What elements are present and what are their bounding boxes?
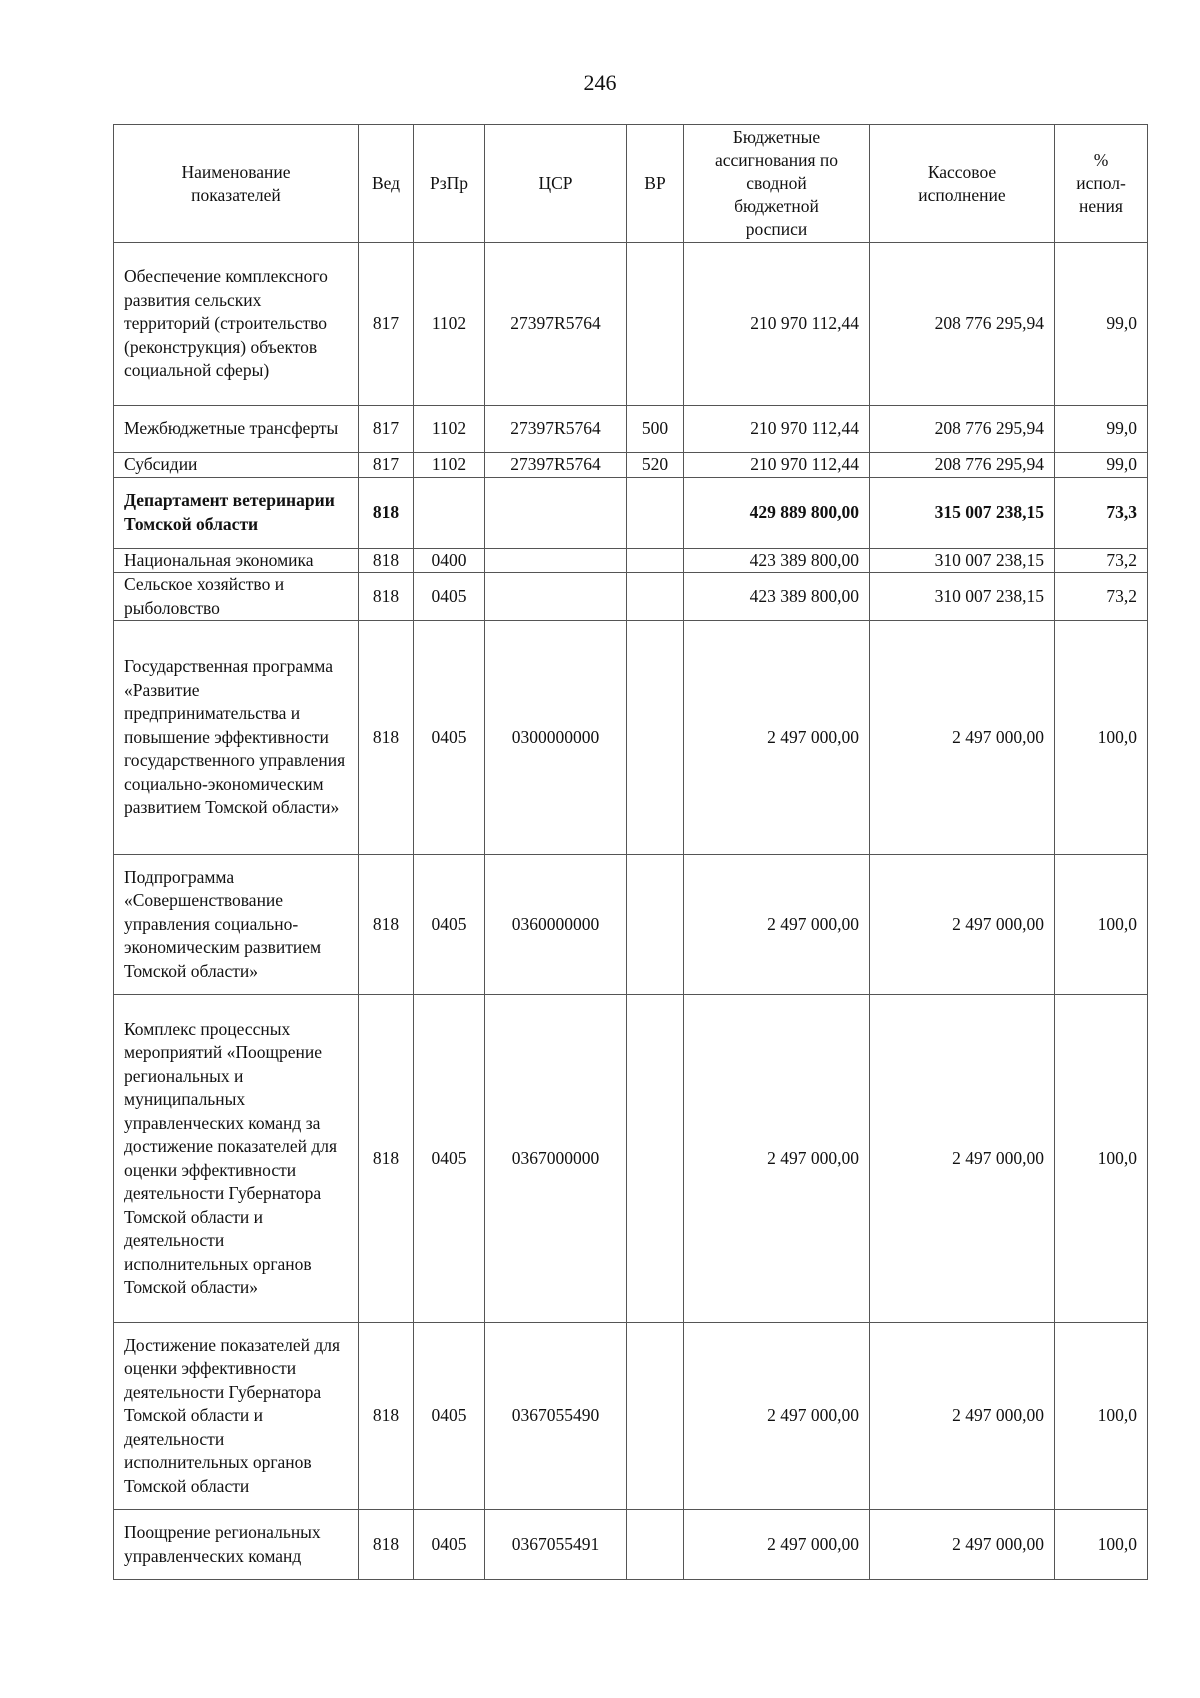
row-vr: [627, 548, 684, 573]
table-row: [114, 855, 1148, 995]
row-pct: 73,2: [1055, 548, 1148, 573]
table-row: [114, 243, 1148, 406]
row-assign: 2 497 000,00: [684, 621, 870, 855]
row-rzpr: 0405: [414, 621, 485, 855]
table-row: [114, 1510, 1148, 1580]
table-row: [114, 453, 1148, 478]
row-cash: 310 007 238,15: [870, 573, 1055, 621]
header-assign: Бюджетные ассигнования по сводной бюджетной росписи: [684, 125, 870, 243]
table-row: [114, 573, 1148, 621]
row-csr: 0367000000: [485, 995, 627, 1323]
row-cash: 2 497 000,00: [870, 995, 1055, 1323]
row-cash: 315 007 238,15: [870, 477, 1055, 548]
row-name: Подпрограмма «Совершенствование управления социально-экономическим развитием Томской области»: [114, 855, 359, 995]
row-csr: 0300000000: [485, 621, 627, 855]
row-assign: 210 970 112,44: [684, 406, 870, 453]
table-row: [114, 995, 1148, 1323]
table-row: [114, 477, 1148, 548]
row-assign: 423 389 800,00: [684, 548, 870, 573]
row-pct: 73,3: [1055, 477, 1148, 548]
row-rzpr: 0405: [414, 855, 485, 995]
row-ved: 817: [359, 453, 414, 478]
row-ved: 818: [359, 548, 414, 573]
row-vr: [627, 573, 684, 621]
row-name: Достижение показателей для оценки эффективности деятельности Губернатора Томской области и деятельности исполнительных органов Томской области: [114, 1323, 359, 1510]
row-csr: 27397R5764: [485, 243, 627, 406]
row-rzpr: 0405: [414, 995, 485, 1323]
row-rzpr: [414, 477, 485, 548]
row-name: Национальная экономика: [114, 548, 359, 573]
row-cash: 208 776 295,94: [870, 243, 1055, 406]
row-pct: 99,0: [1055, 453, 1148, 478]
row-csr: [485, 477, 627, 548]
row-assign: 210 970 112,44: [684, 243, 870, 406]
row-ved: 818: [359, 477, 414, 548]
row-cash: 2 497 000,00: [870, 855, 1055, 995]
header-cash: Кассовое исполнение: [870, 125, 1055, 243]
row-vr: [627, 1510, 684, 1580]
table-row: [114, 548, 1148, 573]
row-rzpr: 0405: [414, 1323, 485, 1510]
row-assign: 2 497 000,00: [684, 1323, 870, 1510]
row-pct: 99,0: [1055, 406, 1148, 453]
row-name: Государственная программа «Развитие предпринимательства и повышение эффективности государственного управления социально-экономическим развитием Томской области»: [114, 621, 359, 855]
row-csr: 0367055490: [485, 1323, 627, 1510]
row-assign: 429 889 800,00: [684, 477, 870, 548]
row-vr: 500: [627, 406, 684, 453]
row-name: Комплекс процессных мероприятий «Поощрение региональных и муниципальных управленческих команд за достижение показателей для оценки эффективности деятельности Губернатора Томской области и деятельности исполнительных органов Томской области»: [114, 995, 359, 1323]
row-csr: [485, 548, 627, 573]
budget-table: [113, 124, 1148, 1580]
row-name: Субсидии: [114, 453, 359, 478]
row-rzpr: 0405: [414, 1510, 485, 1580]
row-rzpr: 1102: [414, 453, 485, 478]
header-pct: % испол-нения: [1055, 125, 1148, 243]
header-name: Наименование показателей: [114, 125, 359, 243]
table-row: [114, 1323, 1148, 1510]
page-number: 246: [583, 70, 617, 95]
header-vr: ВР: [627, 125, 684, 243]
row-pct: 100,0: [1055, 621, 1148, 855]
row-assign: 2 497 000,00: [684, 1510, 870, 1580]
row-rzpr: 1102: [414, 243, 485, 406]
row-name: Обеспечение комплексного развития сельских территорий (строительство (реконструкция) объектов социальной сферы): [114, 243, 359, 406]
row-csr: [485, 573, 627, 621]
row-vr: [627, 243, 684, 406]
row-name: Поощрение региональных управленческих команд: [114, 1510, 359, 1580]
row-vr: 520: [627, 453, 684, 478]
row-ved: 817: [359, 406, 414, 453]
row-pct: 73,2: [1055, 573, 1148, 621]
header-rzpr: РзПр: [414, 125, 485, 243]
table-row: [114, 621, 1148, 855]
row-ved: 817: [359, 243, 414, 406]
row-vr: [627, 621, 684, 855]
row-cash: 2 497 000,00: [870, 1510, 1055, 1580]
row-rzpr: 0400: [414, 548, 485, 573]
row-rzpr: 0405: [414, 573, 485, 621]
row-cash: 2 497 000,00: [870, 1323, 1055, 1510]
row-csr: 27397R5764: [485, 453, 627, 478]
row-cash: 310 007 238,15: [870, 548, 1055, 573]
row-assign: 210 970 112,44: [684, 453, 870, 478]
row-assign: 423 389 800,00: [684, 573, 870, 621]
header-ved: Вед: [359, 125, 414, 243]
row-rzpr: 1102: [414, 406, 485, 453]
row-pct: 100,0: [1055, 1323, 1148, 1510]
row-pct: 100,0: [1055, 1510, 1148, 1580]
row-pct: 100,0: [1055, 855, 1148, 995]
row-ved: 818: [359, 621, 414, 855]
table-row: [114, 406, 1148, 453]
row-vr: [627, 1323, 684, 1510]
row-vr: [627, 995, 684, 1323]
table-header: [114, 125, 1148, 243]
row-csr: 0367055491: [485, 1510, 627, 1580]
row-vr: [627, 855, 684, 995]
row-ved: 818: [359, 1323, 414, 1510]
row-csr: 0360000000: [485, 855, 627, 995]
row-cash: 208 776 295,94: [870, 406, 1055, 453]
row-assign: 2 497 000,00: [684, 995, 870, 1323]
row-ved: 818: [359, 995, 414, 1323]
row-name: Департамент ветеринарии Томской области: [114, 477, 359, 548]
row-assign: 2 497 000,00: [684, 855, 870, 995]
row-ved: 818: [359, 573, 414, 621]
row-pct: 100,0: [1055, 995, 1148, 1323]
row-cash: 2 497 000,00: [870, 621, 1055, 855]
row-ved: 818: [359, 855, 414, 995]
row-name: Сельское хозяйство и рыболовство: [114, 573, 359, 621]
row-pct: 99,0: [1055, 243, 1148, 406]
row-ved: 818: [359, 1510, 414, 1580]
row-csr: 27397R5764: [485, 406, 627, 453]
row-cash: 208 776 295,94: [870, 453, 1055, 478]
header-csr: ЦСР: [485, 125, 627, 243]
row-name: Межбюджетные трансферты: [114, 406, 359, 453]
row-vr: [627, 477, 684, 548]
